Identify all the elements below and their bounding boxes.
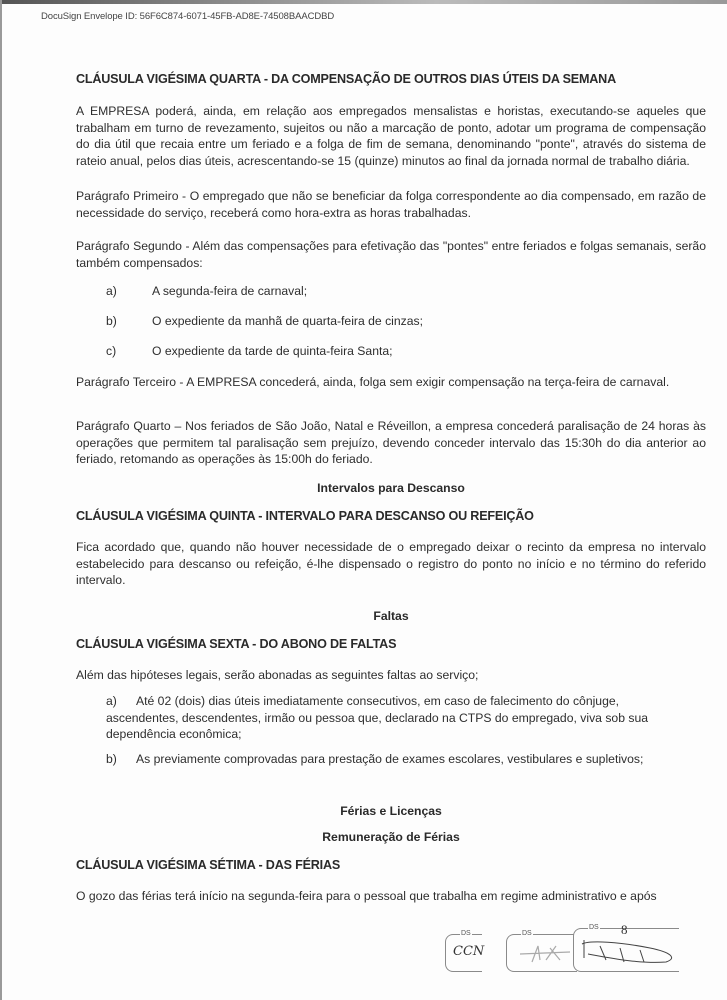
clause-24-paragraph-4: Parágrafo Quarto – Nos feriados de São João, Natal e Réveillon, a empresa concederá paralisação de 24 horas às operações que permitem tal paralisação sem prejuízo, devendo conceder intervalo das 15:30h do dia anterior ao feriado, retomando as operações às 15:00h do feriado. [76, 419, 706, 467]
clause-24-body: A EMPRESA poderá, ainda, em relação aos empregados mensalistas e horistas, executando-se aqueles que trabalham em turno de revezamento, sujeitos ou não a marcação de ponto, adotar um programa de compensação do dia útil que recaia entre um feriado e a folga de fim de semana, denominando "ponte", através do sistema de rateio anual, pelos dias úteis, acrescentando-se 15 (quinze) minutos ao final da jornada normal de trabalho diária. [76, 104, 706, 168]
list-marker: a) [106, 284, 117, 298]
list-item [106, 313, 423, 330]
list-marker: c) [106, 344, 117, 358]
signature-mark-2 [516, 942, 574, 964]
clause-27-body: O gozo das férias terá início na segunda-feira para o pessoal que trabalha em regime administrativo e após [76, 889, 657, 903]
scan-border-top [0, 0, 727, 4]
clause-27-title: CLÁUSULA VIGÉSIMA SÉTIMA - DAS FÉRIAS [76, 858, 341, 872]
list-text: Até 02 (dois) dias úteis imediatamente consecutivos, em caso de falecimento do cônjuge, ascendentes, descendentes, irmão ou pessoa que, declarado na CTPS do empregado, viva sob sua dependência econômica; [106, 694, 649, 742]
scan-border-left [0, 0, 2, 1000]
clause-25-body: Fica acordado que, quando não houver necessidade de o empregado deixar o recinto da empresa no intervalo estabelecido para descanso ou refeição, é-lhe dispensado o registro do ponto no início e no término do referido intervalo. [76, 540, 706, 588]
list-marker: b) [106, 752, 117, 766]
list-text: O expediente da tarde de quinta-feira Santa; [152, 344, 393, 358]
signature-area [432, 922, 682, 978]
ds-tag: DS [589, 924, 599, 931]
list-text: O expediente da manhã de quarta-feira de cinzas; [152, 314, 424, 328]
page-number: 8 [621, 922, 628, 937]
clause-24-paragraph-1: Parágrafo Primeiro - O empregado que não se beneficiar da folga correspondente ao dia compensado, em razão de necessidade do serviço, receberá como hora-extra as horas trabalhadas. [76, 189, 706, 220]
section-heading-intervalos: Intervalos para Descanso [317, 481, 465, 495]
clause-24-title: CLÁUSULA VIGÉSIMA QUARTA - DA COMPENSAÇÃO DE OUTROS DIAS ÚTEIS DA SEMANA [76, 72, 616, 86]
list-text: As previamente comprovadas para prestação de exames escolares, vestibulares e supletivos; [136, 752, 644, 766]
list-item [106, 751, 681, 768]
list-text: A segunda-feira de carnaval; [152, 284, 308, 298]
list-item [106, 283, 307, 300]
signature-mark-3 [580, 936, 680, 968]
clause-26-title: CLÁUSULA VIGÉSIMA SEXTA - DO ABONO DE FALTAS [76, 637, 397, 651]
clause-26-intro: Além das hipóteses legais, serão abonadas as seguintes faltas ao serviço; [76, 668, 479, 682]
clause-25-title: CLÁUSULA VIGÉSIMA QUINTA - INTERVALO PARA DESCANSO OU REFEIÇÃO [76, 509, 534, 523]
docusign-envelope-id: DocuSign Envelope ID: 56F6C874-6071-45FB-AD8E-74508BAACDBD [41, 11, 335, 22]
list-item [106, 693, 681, 743]
ds-tag: DS [461, 930, 471, 937]
list-marker: b) [106, 314, 117, 328]
section-heading-ferias: Férias e Licenças [340, 804, 442, 818]
list-item [106, 343, 393, 360]
section-heading-faltas: Faltas [373, 609, 409, 623]
clause-24-paragraph-3: Parágrafo Terceiro - A EMPRESA concederá, ainda, folga sem exigir compensação na terça-feira de carnaval. [76, 375, 670, 389]
ds-tag: DS [522, 930, 532, 937]
clause-24-paragraph-2: Parágrafo Segundo - Além das compensações para efetivação das "pontes" entre feriados e folgas semanais, serão também compensados: [76, 239, 706, 270]
section-heading-remuneracao: Remuneração de Férias [322, 830, 460, 844]
signature-initials-1: CCN [453, 944, 485, 959]
list-marker: a) [106, 694, 117, 708]
